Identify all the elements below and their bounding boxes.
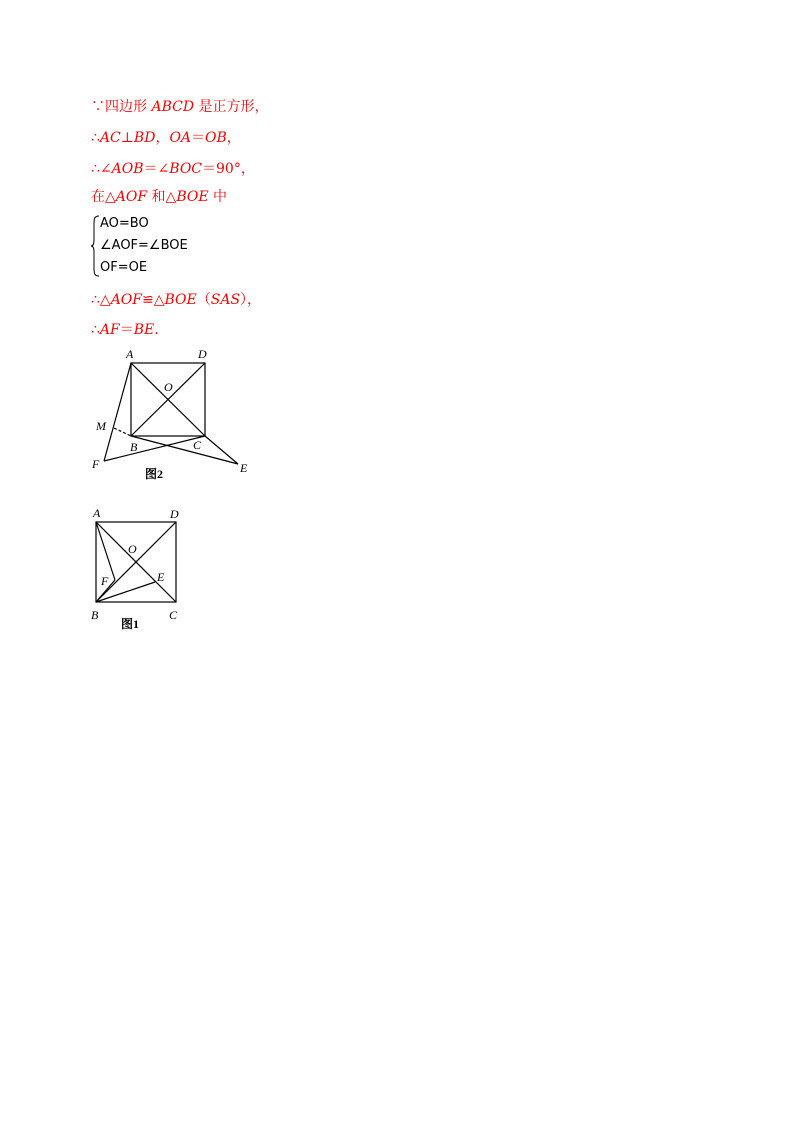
label-c: C [169,608,178,622]
text-italic: SAS [210,292,241,308]
text: ＝ [191,130,206,146]
text: . [154,322,159,338]
text: 和△ [147,189,177,205]
text: ∵四边形 [91,99,152,115]
label-b: B [130,440,138,454]
text: ∴△ [91,292,111,308]
label-f: F [92,457,100,471]
text: ＝90°， [202,161,255,177]
label-a: A [126,347,134,361]
label-m: M [96,419,106,433]
solution-line-6 [91,321,159,339]
text-italic: OA [169,130,192,146]
solution-line-3 [91,160,255,178]
text: 在△ [91,189,116,205]
text-italic: AOF [110,292,142,308]
label-b: B [91,608,99,622]
text: ， [226,130,241,146]
text-italic: BE [133,322,155,338]
figure-1 [88,504,188,634]
text: ＝ [119,322,134,338]
figure-2 [88,344,258,484]
text: （ [196,292,211,308]
label-o: O [128,542,137,556]
segment-af [104,363,131,461]
text: ⊥ [120,130,134,146]
text-italic: AOB [111,161,144,177]
text-italic: AOF [115,189,148,205]
label-a: A [93,506,101,520]
figure-1-caption: 图1 [121,617,140,631]
label-d: D [198,347,207,361]
text-italic: BOE [164,292,197,308]
text: ∴ [91,322,100,338]
label-o: O [164,380,173,394]
label-c: C [193,438,202,452]
system-row-1: AO=BO [100,216,149,231]
system-row-2: ∠AOF=∠BOE [100,238,188,253]
text-italic: OB [205,130,227,146]
solution-line-1 [91,98,269,116]
solution-line-2 [91,129,241,147]
text: ∴∠ [91,161,112,177]
text: ， [155,130,170,146]
text: ∴ [91,130,100,146]
solution-line-4 [91,188,227,206]
text-italic: BOE [176,189,209,205]
text: ＝∠ [143,161,170,177]
segment-mb-dashed [114,428,131,436]
text: 是正方形， [194,99,269,115]
text: ）， [240,292,262,308]
label-d: D [170,507,179,521]
label-e: E [240,461,248,475]
text-italic: AF [99,322,120,338]
text: ≌△ [142,292,165,308]
segment-fc [104,436,205,461]
solution-line-5 [91,291,261,309]
text-italic: BOC [169,161,203,177]
text: 中 [208,189,228,205]
figure-2-caption: 图2 [145,467,164,481]
text-italic: ABCD [151,99,195,115]
equation-system [91,215,211,277]
label-f: F [101,574,109,588]
text-italic: AC [99,130,121,146]
text-italic: BD [133,130,156,146]
system-row-3: OF=OE [100,260,148,275]
label-e: E [157,570,165,584]
